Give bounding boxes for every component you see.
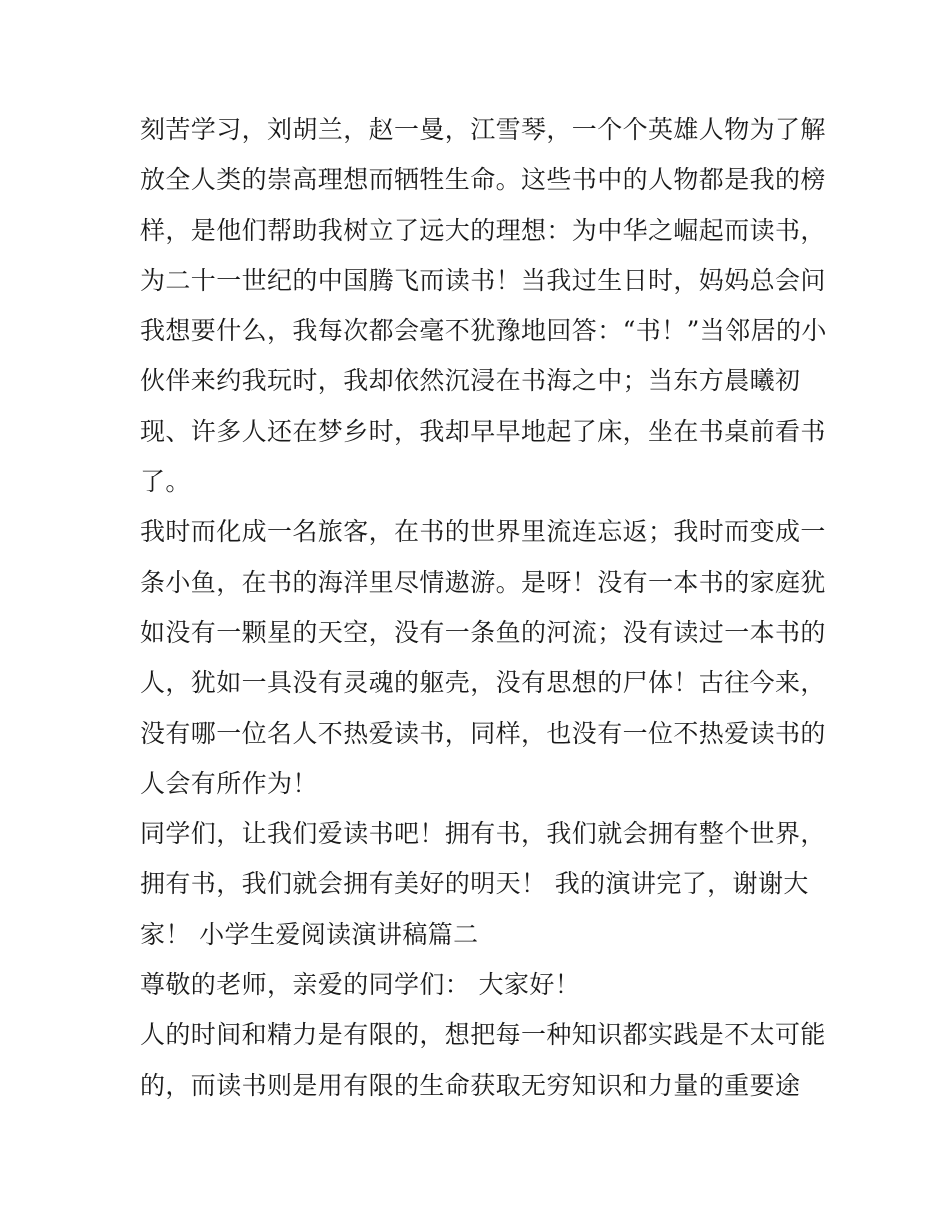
text-line-2: 放全人类的崇高理想而牺牲生命。这些书中的人物都是我的榜 bbox=[140, 165, 826, 195]
text-line-18: 尊敬的老师，亲爱的同学们： 大家好！ bbox=[140, 970, 581, 1000]
text-line-4: 为二十一世纪的中国腾飞而读书！当我过生日时，妈妈总会问 bbox=[140, 265, 826, 295]
text-line-17: 家！ 小学生爱阅读演讲稿篇二 bbox=[140, 919, 479, 949]
text-line-8: 了。 bbox=[140, 467, 191, 497]
text-line-20: 的，而读书则是用有限的生命获取无穷知识和力量的重要途 bbox=[140, 1070, 801, 1100]
text-line-5: 我想要什么，我每次都会毫不犹豫地回答：“书！”当邻居的小 bbox=[140, 316, 827, 346]
text-line-14: 人会有所作为！ bbox=[140, 768, 318, 798]
text-line-6: 伙伴来约我玩时，我却依然沉浸在书海之中；当东方晨曦初 bbox=[140, 366, 801, 396]
text-line-13: 没有哪一位名人不热爱读书，同样，也没有一位不热爱读书的 bbox=[140, 718, 826, 748]
text-line-15: 同学们，让我们爱读书吧！拥有书，我们就会拥有整个世界， bbox=[140, 819, 826, 849]
text-line-16: 拥有书，我们就会拥有美好的明天！ 我的演讲完了，谢谢大 bbox=[140, 869, 809, 899]
text-line-3: 样，是他们帮助我树立了远大的理想：为中华之崛起而读书， bbox=[140, 215, 826, 245]
text-line-11: 如没有一颗星的天空，没有一条鱼的河流；没有读过一本书的 bbox=[140, 617, 826, 647]
document-body bbox=[140, 105, 827, 1111]
text-line-7: 现、许多人还在梦乡时，我却早早地起了床，坐在书桌前看书 bbox=[140, 416, 826, 446]
text-line-9: 我时而化成一名旅客，在书的世界里流连忘返；我时而变成一 bbox=[140, 517, 826, 547]
text-line-19: 人的时间和精力是有限的，想把每一种知识都实践是不太可能 bbox=[140, 1020, 826, 1050]
text-line-12: 人，犹如一具没有灵魂的躯壳，没有思想的尸体！古往今来， bbox=[140, 668, 826, 698]
text-line-1: 刻苦学习，刘胡兰，赵一曼，江雪琴，一个个英雄人物为了解 bbox=[140, 115, 826, 144]
text-line-10: 条小鱼，在书的海洋里尽情遨游。是呀！没有一本书的家庭犹 bbox=[140, 567, 826, 597]
